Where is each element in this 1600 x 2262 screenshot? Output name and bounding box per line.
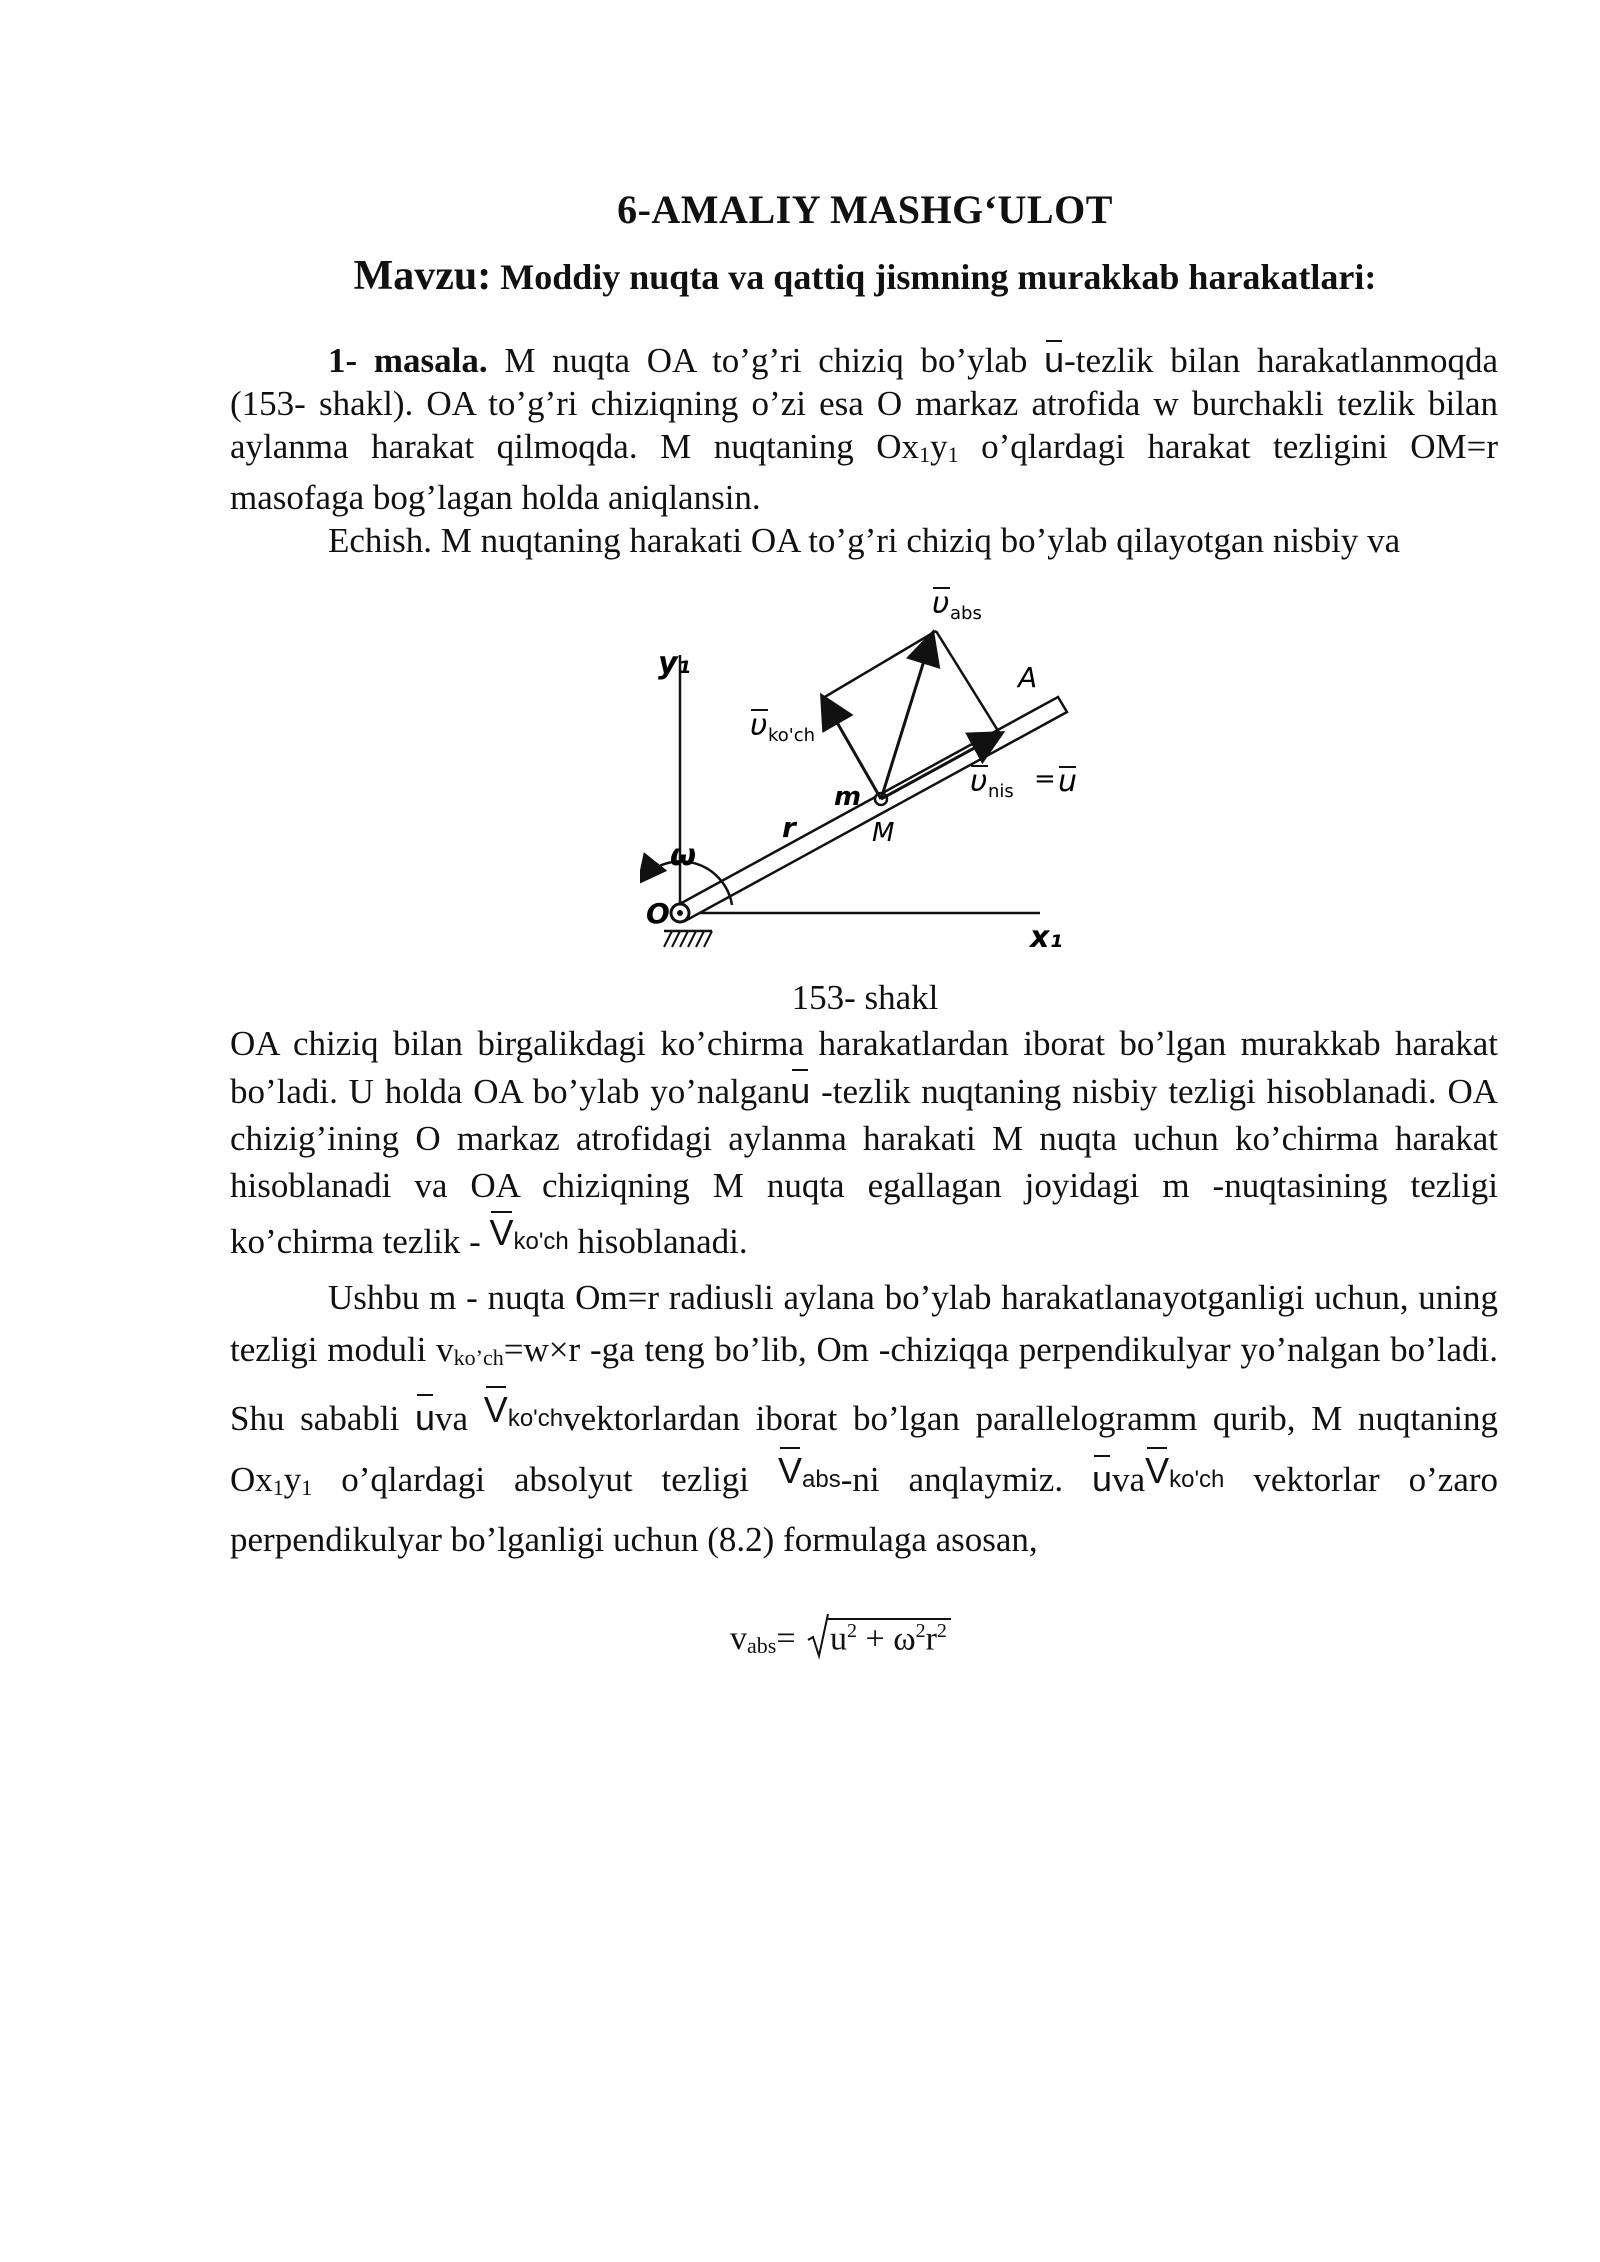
problem-text-2: -tezlik bilan harakatlanmoqda (153- shakl). OA to’g’ri chiziqning o’zi esa O markaz atrofida w burchakli tezlik bilan aylanma harakat qilmoqda. M nuqtaning Ox [230,341,1498,466]
subtitle-label: Mavzu: [353,253,492,299]
para3-text-4: o’qlardagi absolyut tezligi [312,1460,750,1499]
parallelogram-side-1 [823,631,936,698]
label-omega: ω [670,838,697,873]
abs-subscript: abs [802,1466,841,1493]
subscript: 1 [919,442,931,467]
word-va: va [1112,1460,1146,1499]
svg-text:υ: υ [970,764,988,799]
exponent: 2 [847,1619,858,1642]
koch-subscript: ko’ch [453,1345,504,1370]
svg-text:υ: υ [750,708,768,743]
exponent: 2 [915,1619,926,1642]
problem-label: 1- masala. [328,341,488,380]
subscript: 1 [272,1475,284,1500]
paragraph-2-text [230,1020,1498,1265]
para2-text-1: OA chiziq bilan birgalikdagi ko’chirma harakatlardan iborat bo’lgan murakkab harakat bo’ladi. U holda OA bo’ylab yo’nalgan [230,1024,1498,1111]
problem-block [230,338,1498,562]
label-x1: x₁ [1030,920,1063,955]
u-vector-symbol: u [790,1067,810,1114]
label-vkoch [750,708,815,746]
formula-vabs [730,1620,951,1659]
label-vabs [932,586,982,624]
solution-intro [230,519,1498,562]
v-vector-symbol: V [489,1209,513,1256]
page-title: 6-AMALIY MASHG‘ULOT [617,187,1113,232]
para2-text-3: hisoblanadi. [577,1222,748,1261]
suffix-ni: -ni [840,1460,880,1499]
word-va: va [435,1399,469,1438]
subscript: 1 [301,1475,313,1500]
para3-text-6: vektorlar o’zaro perpendikulyar bo’lganligi uchun (8.2) formulaga asosan, [230,1460,1499,1559]
sqrt-symbol [806,1620,951,1658]
svg-text:=: = [1034,764,1056,794]
label-M: M [872,818,895,848]
v-vector-symbol: V [484,1384,508,1436]
para2-text-2: -tezlik nuqtaning nisbiy tezligi hisoblanadi. OA chizig’ining O markaz atrofidagi aylanma harakati M nuqta uchun ko’chirma harakat hisoblanadi va OA chiziqning M nuqta egallagan joyidagi m -nuqtasining tezligi ko’chirma tezlik - [230,1072,1498,1261]
paragraph-2 [230,1020,1498,1265]
svg-text:ko'ch: ko'ch [768,725,816,746]
parallelogram-side-2 [936,631,1000,734]
label-vnis [970,764,1077,802]
formula-abs-subscript: abs [747,1633,777,1658]
u-vector-symbol: u [415,1392,435,1444]
subscript: 1 [947,442,959,467]
svg-text:abs: abs [950,603,982,624]
u-vector-symbol: u [1044,339,1065,380]
problem-y: y [930,427,948,466]
svg-text:u: u [1058,764,1078,799]
v-vector-symbol: V [778,1445,802,1497]
u-vector-symbol: u [1092,1453,1112,1505]
formula-equals: = [776,1620,796,1657]
label-O: O [646,897,670,930]
svg-text:nis: nis [988,781,1014,802]
formula-u: u [830,1620,848,1657]
bar-OA [676,697,1067,921]
problem-text-3: o’qlardagi harakat tezligini OM=r masofaga bog’lagan holda aniqlansin. [230,427,1499,517]
formula-r: r [925,1620,937,1657]
para3-text-3: vektorlardan iborat bo’lgan parallelogramm qurib, M nuqtaning Ox [230,1399,1499,1499]
koch-subscript: ko'ch [1169,1466,1225,1493]
label-m: m [834,782,862,812]
koch-subscript: ko'ch [513,1228,569,1255]
formula-plus: + [865,1620,885,1657]
solution-intro-text: Echish. M nuqtaning harakati OA to’g’ri chiziq bo’ylab qilayotgan nisbiy va [328,521,1401,560]
svg-text:υ: υ [932,586,950,621]
paragraph-3 [230,1272,1498,1566]
para3-y: y [283,1460,302,1499]
label-r: r [782,811,796,844]
koch-subscript: ko'ch [507,1405,564,1432]
para3-text-5: anqlaymiz. [908,1460,1064,1499]
label-A: A [1018,661,1038,694]
label-y1: y₁ [658,646,691,681]
page-subtitle [0,252,1600,300]
paragraph-3-text [230,1272,1498,1566]
ground-hatch [664,931,712,947]
para3-text-2: =w×r -ga teng bo’lib, Om -chiziqqa perpendikulyar yo’nalgan bo’ladi. Shu sababli [230,1330,1498,1438]
figure-153 [640,575,1100,975]
formula-v: v [730,1620,747,1657]
figure-caption: 153- shakl [791,978,939,1017]
problem-paragraph [230,338,1498,519]
subtitle-text: Moddiy nuqta va qattiq jismning murakkab harakatlari: [500,257,1377,297]
v-vector-symbol: V [1145,1445,1169,1497]
formula-omega: ω [893,1620,916,1657]
exponent: 2 [936,1619,947,1642]
problem-text-1: M nuqta OA to’g’ri chiziq bo’ylab [504,341,1028,380]
para3-text-1: Ushbu m - nuqta Om=r radiusli aylana bo’ylab harakatlanayotganligi uchun, uning tezligi moduli v [230,1278,1498,1369]
